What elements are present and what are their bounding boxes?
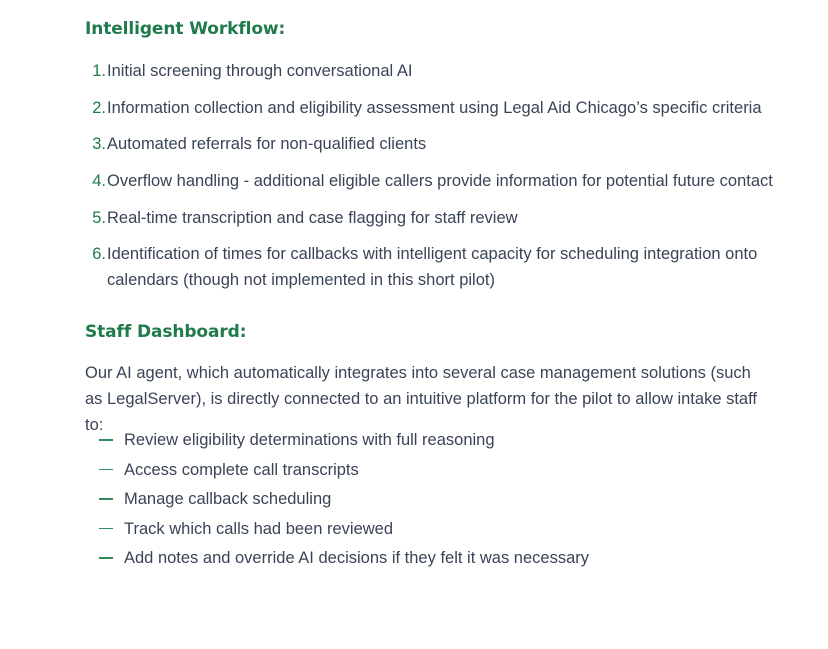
list-item-text: Automated referrals for non-qualified clients [107, 135, 427, 154]
list-item [85, 241, 775, 293]
dashboard-features-list [99, 427, 589, 575]
list-item-text: Overflow handling - additional eligible callers provide information for potential future contact [107, 172, 773, 191]
list-item-text: Add notes and override AI decisions if they felt it was necessary [124, 549, 589, 567]
list-number: 4. [92, 172, 106, 191]
dash-bullet-icon [99, 469, 113, 471]
list-item [99, 457, 589, 483]
list-item [85, 205, 775, 231]
list-item [85, 131, 775, 157]
list-item-text: Review eligibility determinations with full reasoning [124, 431, 495, 449]
list-item [85, 168, 775, 194]
dash-bullet-icon [99, 557, 113, 559]
section-heading-staff-dashboard: Staff Dashboard: [85, 322, 247, 342]
list-item-text: Real-time transcription and case flagging for staff review [107, 208, 518, 227]
list-item-text: Access complete call transcripts [124, 460, 359, 479]
list-item [85, 58, 775, 84]
list-number: 6. [92, 245, 106, 264]
dashboard-intro-paragraph: Our AI agent, which automatically integrates into several case management solutions (such as LegalServer), is directly connected to an intuitive platform for the pilot to allow intake staff to: [85, 364, 757, 434]
list-item-text: Manage callback scheduling [124, 490, 332, 508]
list-item-text: Initial screening through conversational AI [107, 62, 413, 80]
list-number: 2. [92, 98, 106, 117]
list-number: 3. [92, 135, 106, 154]
dash-bullet-icon [99, 439, 113, 441]
list-item [99, 516, 589, 542]
dash-bullet-icon [99, 528, 113, 530]
dash-bullet-icon [99, 498, 113, 500]
list-item [99, 427, 589, 453]
list-number: 1. [92, 62, 106, 80]
workflow-steps-list [85, 58, 775, 304]
list-item [85, 95, 775, 121]
list-item-text: Track which calls had been reviewed [124, 519, 394, 538]
list-item [99, 486, 589, 512]
list-number: 5. [92, 208, 106, 227]
list-item-text: Information collection and eligibility assessment using Legal Aid Chicago’s specific criteria [107, 98, 762, 117]
section-heading-intelligent-workflow: Intelligent Workflow: [85, 19, 286, 39]
list-item-text: Identification of times for callbacks with intelligent capacity for scheduling integration onto calendars (though not implemented in this short pilot) [107, 245, 758, 290]
list-item [99, 545, 589, 571]
